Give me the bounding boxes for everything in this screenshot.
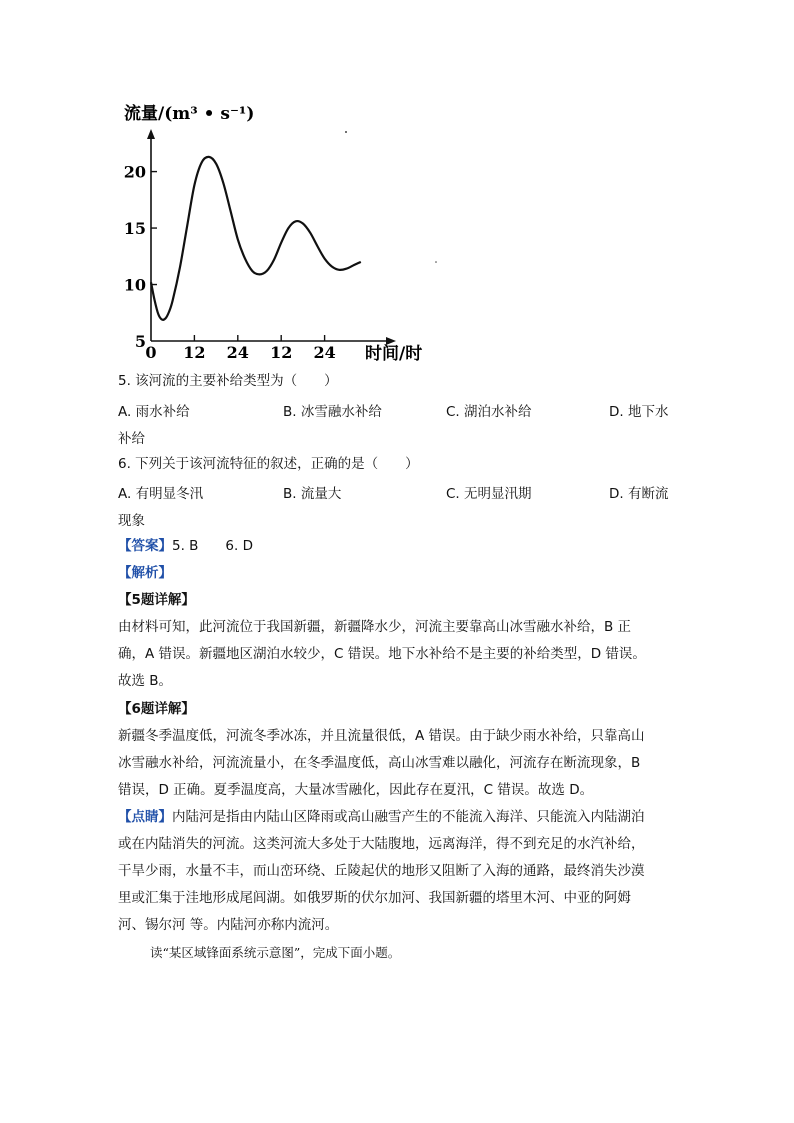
next-question-prompt: 读“某区域锋面系统示意图”，完成下面小题。 (150, 945, 401, 960)
note-text-1: 内陆河是指由内陆山区降雨或高山融雪产生的不能流入海洋、只能流入内陆湖泊 (172, 809, 645, 825)
y-tick-label: 20 (123, 162, 146, 182)
sec6-line-3: 错误，D 正确。夏季温度高，大量冰雪融化，因此存在夏汛，C 错误。故选 D。 (118, 782, 594, 798)
flow-chart-svg (118, 95, 448, 370)
note-line-3: 干旱少雨，水量不丰，而山峦环绕、丘陵起伏的地形又阻断了入海的通路，最终消失沙漠 (118, 863, 645, 879)
sec6-line-1: 新疆冬季温度低，河流冬季冰冻，并且流量很低，A 错误。由于缺少雨水补给，只靠高山 (118, 728, 645, 744)
q5-option-d-cont: 补给 (118, 431, 145, 447)
scan-dot (345, 131, 347, 133)
note-line-1 (118, 808, 645, 826)
answer-value: 5. B 6. D (172, 538, 253, 554)
y-axis-label: 流量/(m³ • s⁻¹) (124, 104, 255, 124)
x-tick-label: 12 (270, 343, 293, 362)
x-tick-label: 24 (226, 343, 249, 362)
q5-option-b: B. 冰雪融水补给 (283, 404, 382, 420)
x-ticks (145, 335, 335, 362)
q6-stem: 6. 下列关于该河流特征的叙述，正确的是（ ） (118, 456, 419, 472)
answer-line (118, 537, 253, 555)
q6-option-c: C. 无明显汛期 (446, 486, 532, 502)
q5-option-a: A. 雨水补给 (118, 404, 190, 420)
y-ticks (124, 163, 157, 351)
x-tick-label: 0 (145, 343, 157, 362)
q6-option-d: D. 有断流 (609, 486, 669, 502)
sec6-line-2: 冰雪融水补给，河流流量小，在冬季温度低，高山冰雪难以融化，河流存在断流现象，B (118, 755, 641, 771)
sec5-line-1: 由材料可知，此河流位于我国新疆，新疆降水少，河流主要靠高山冰雪融水补给，B 正 (118, 619, 632, 635)
x-axis-label: 时间/时 (365, 344, 423, 364)
analysis-label: 【解析】 (118, 565, 172, 581)
sec5-title: 【5题详解】 (118, 592, 195, 608)
y-tick-label: 10 (123, 275, 146, 295)
scan-dot (435, 261, 437, 263)
y-axis-arrow (147, 129, 155, 139)
q5-stem: 5. 该河流的主要补给类型为（ ） (118, 373, 338, 389)
note-line-5: 河、锡尔河 等。内陆河亦称内流河。 (118, 917, 339, 933)
sec6-title: 【6题详解】 (118, 701, 195, 717)
note-line-2: 或在内陆消失的河流。这类河流大多处于大陆腹地，远离海洋，得不到充足的水汽补给， (118, 836, 645, 852)
note-line-4: 里或汇集于洼地形成尾闾湖。如俄罗斯的伏尔加河、我国新疆的塔里木河、中亚的阿姆 (118, 890, 631, 906)
answer-label: 【答案】 (118, 538, 172, 554)
q5-option-c: C. 湖泊水补给 (446, 404, 532, 420)
q6-option-b: B. 流量大 (283, 486, 342, 502)
y-tick-label: 15 (123, 219, 146, 239)
sec5-line-2: 确，A 错误。新疆地区湖泊水较少，C 错误。地下水补给不是主要的补给类型，D 错误。 (118, 646, 646, 662)
q6-option-a: A. 有明显冬汛 (118, 486, 204, 502)
flow-chart (118, 95, 448, 370)
q6-option-d-cont: 现象 (118, 513, 145, 529)
sec5-line-3: 故选 B。 (118, 673, 173, 689)
x-tick-label: 24 (313, 343, 336, 362)
y-tick-label: 5 (134, 332, 146, 351)
series-line-flow (151, 157, 361, 320)
note-title: 【点睛】 (118, 809, 172, 825)
x-tick-label: 12 (183, 343, 206, 362)
q5-option-d: D. 地下水 (609, 404, 669, 420)
